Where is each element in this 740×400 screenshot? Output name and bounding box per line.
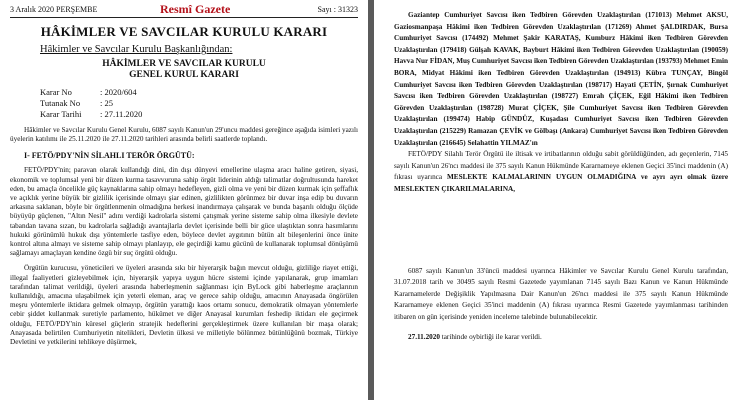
subtitle-2: GENEL KURUL KARARI [129,70,239,80]
final-text: tarihinde oybirliği ile karar verildi. [441,333,542,342]
decision-text: FETÖ/PDY Silahlı Terör Örgütü ile iltisak ve irtibatlarının olduğu sabit görüldüğünden, adı geçenlerin, 7145 sayılı Kanun'un 26'ncı maddesi ile 375 sayılı Kanun Hükmünde Kararnameye eklenen Geçici 35'inci maddenin (A) fıkrası uyarınca [394,150,728,182]
appeal-paragraph: 6087 sayılı Kanun'un 33'üncü maddesi uyarınca Hâkimler ve Savcılar Kurulu Genel Kurulu tarafından, 31.07.2018 tarih ve 30495 sayılı Resmi Gazetede yayımlanan 7145 sayılı Bazı Kanun ve Kanun Hükmünde Kararnamelerde Değişiklik Yapılmasına Dair Kanun'un 26'ncı maddesi ile 375 sayılı Kanun Hükmünde Kararnameye eklenen Geçici 35'inci maddenin (A) fıkrası uyarınca Resmi Gazetede yayımlanması tarihinden itibaren on gün içerisinde yeniden inceleme talebinde bulunabilecektir. [394,266,728,321]
section-heading: I- FETÖ/PDY'NİN SİLAHLI TERÖR ÖRGÜTÜ: [24,151,195,161]
decision-meta [40,87,358,120]
body-paragraph-1: FETÖ/PDY'nin; paravan olarak kullandığı dini, din dışı dünyevi emellerine ulaşma aracı haline getiren, siyasi, ekonomik ve toplumsal yeni bir düzen kurma tasavvuruna sahip örgüt liderinin aldığı talimatlar doğrultusunda hareket eden, bu amaçla öncelikle güç kaynaklarına sahip olmayı hedefleyen, gizli olma ve yeni bir düzen kurmak için şeffaflık ve açıklık yerine büyük bir gizlilik içerisinde olmayı şiar edinen, gizlilikten görünmez bir duvar inşa edip bu duvarın arkasına saklanan, böyle bir örgütlenmenin olmadığına herkesi inandırmaya çalışarak ve bunda başarılı olduğu ölçüde büyüyüp güçlenen, "Altın Nesil" adını verdiği kadrolarla sistemi çatışmak yerine sisteme sahip olma ilkesiyle devlete tabandan tavana sızan, bu kadrolarla sağladığı avantajlarla devlet içerisinde belli bir güce ulaştıktan sonra hasımlarını hukuki görünümlü hukuk dışı yöntemlerle tasfiye eden, böylece devlet aygıtının bütün alt bileşenlerini önce ünite kontrol altına almayı ve sisteme sahip olmayı planlayıp, ele geçirdiği kamu gücünü de kullanarak toplumsal dönüşümü sağlamayı amaçlayan kendine özgü bir suç örgütü olduğu. [10,166,358,258]
issue-number: Sayı : 31323 [317,5,358,14]
org-line: Hâkimler ve Savcılar Kurulu Başkanlığından: [40,44,233,55]
right-page [374,0,740,400]
decision-bold: MESLEKTE KALMALARININ UYGUN OLMADIĞINA ve ayrı ayrı olmak üzere MESLEKTEN ÇIKARILMALARINA, [394,173,729,193]
meta-row: Karar Tarihi : 27.11.2020 [40,109,143,119]
gazette-header [10,3,358,18]
intro-paragraph: Hâkimler ve Savcılar Kurulu Genel Kurulu, 6087 sayılı Kanun'un 29'uncu maddesi gereğince aşağıda isimleri yazılı üyelerin katılımı ile 25.11.2020 ile 27.11.2020 tarihleri arasında belirli saatlerde toplandı. [10,126,358,144]
body-paragraph-2: Örgütün kurucusu, yöneticileri ve üyeleri arasında sıkı bir hiyerarşik bağın mevcut olduğu, gizliliğe riayet ettiği, illegal faaliyetleri gizleyebilmek için, hiyerarşik yapıya uygun hücre sistemi içinde yapılanarak, grup imamları tarafından talimat verildiği, üyeleri arasında haberleşmenin sağlanması için ByLock gibi haberleşme araçlarının kullanıldığı, amacına ulaşabilmek için yeterli eleman, araç ve gerece sahip olduğu, amacının Anayasada öngörülen meşru yöntemlerle iktidara gelmek olmayıp, örgütün yarattığı kaos ortamı sonucu, demokratik olmayan yöntemlerle cebir şiddet kullanmak suretiyle parlamento, hükümet ve diğer Anayasal kurumları feshedip iktidarı ele geçirmek olduğu, FETÖ/PDY'nin küresel güçlerin stratejik hedeflerini gerçekleştirmek üzere kullanılan bir maşa olarak; Anayasada belirtilen Cumhuriyetin nitelikleri, Devletin ülkesi ve milletiyle bölünmez bütünlüğünü bozmak, Türkiye Devletini ve yetkilerini tehlikeye düşürmek, [10,264,358,347]
header-date: 3 Aralık 2020 PERŞEMBE [10,5,98,14]
gazette-title: Resmî Gazete [160,2,231,16]
meta-row: Tutanak No : 25 [40,98,113,108]
subtitle-1: HÂKİMLER VE SAVCILAR KURULU [102,59,266,69]
decision-paragraph [394,149,728,195]
meta-row: Karar No : 2020/604 [40,87,137,97]
dismissed-members-list: Gaziantep Cumhuriyet Savcısı iken Tedbiren Görevden Uzaklaştırılan (171013) Mehmet AKSU, Gaziosmanpaşa Hâkimi iken Tedbiren Görevden Uzaklaştırılan (171269) Ahmet ŞALDIRDAK, Bursa Cumhuriyet Savcısı (174492) Mehmet Şakir KARATAŞ, Kumburz Hâkimi iken Tedbiren Görevden Uzaklaştırılan (179418) Gülşah KAVAK, Bayburt Hâkimi iken Tedbiren Görevden Uzaklaştırılan (190059) Havva Nur FİDAN, Muş Cumhuriyet Savcısı iken Tedbiren Görevden Uzaklaştırılan (193793) Mehmet Emin BORA, Midyat Hâkimi iken Tedbiren Görevden Uzaklaştırılan (194913) Kübra TUNÇAY, Bingöl Cumhuriyet Savcısı iken Tedbiren Görevden Uzaklaştırılan (198717) Hayati ÇETİN, Şırnak Cumhuriyet Savcısı iken Tedbiren Görevden Uzaklaştırılan (198727) Emrah ÇİÇEK, Eğil Hâkimi iken Tedbiren Görevden Uzaklaştırılan (198728) Murat ÇİÇEK, Şile Cumhuriyet Savcısı iken Tedbiren Görevden Uzaklaştırılan (199474) Habip GÜNDÜZ, Kuşadası Cumhuriyet Savcısı iken Tedbiren Görevden Uzaklaştırılan (215229) Ramazan ÇEVİK ve Gölbaşı (Ankara) Cumhuriyet Savcısı iken Tedbiren Görevden Uzaklaştırılan (216645) Selahattin YILMAZ'ın [394,11,728,147]
left-page [0,0,368,400]
final-line [394,333,728,341]
decision-title: HÂKİMLER VE SAVCILAR KURULU KARARI [40,24,328,39]
final-date: 27.11.2020 [408,333,440,342]
